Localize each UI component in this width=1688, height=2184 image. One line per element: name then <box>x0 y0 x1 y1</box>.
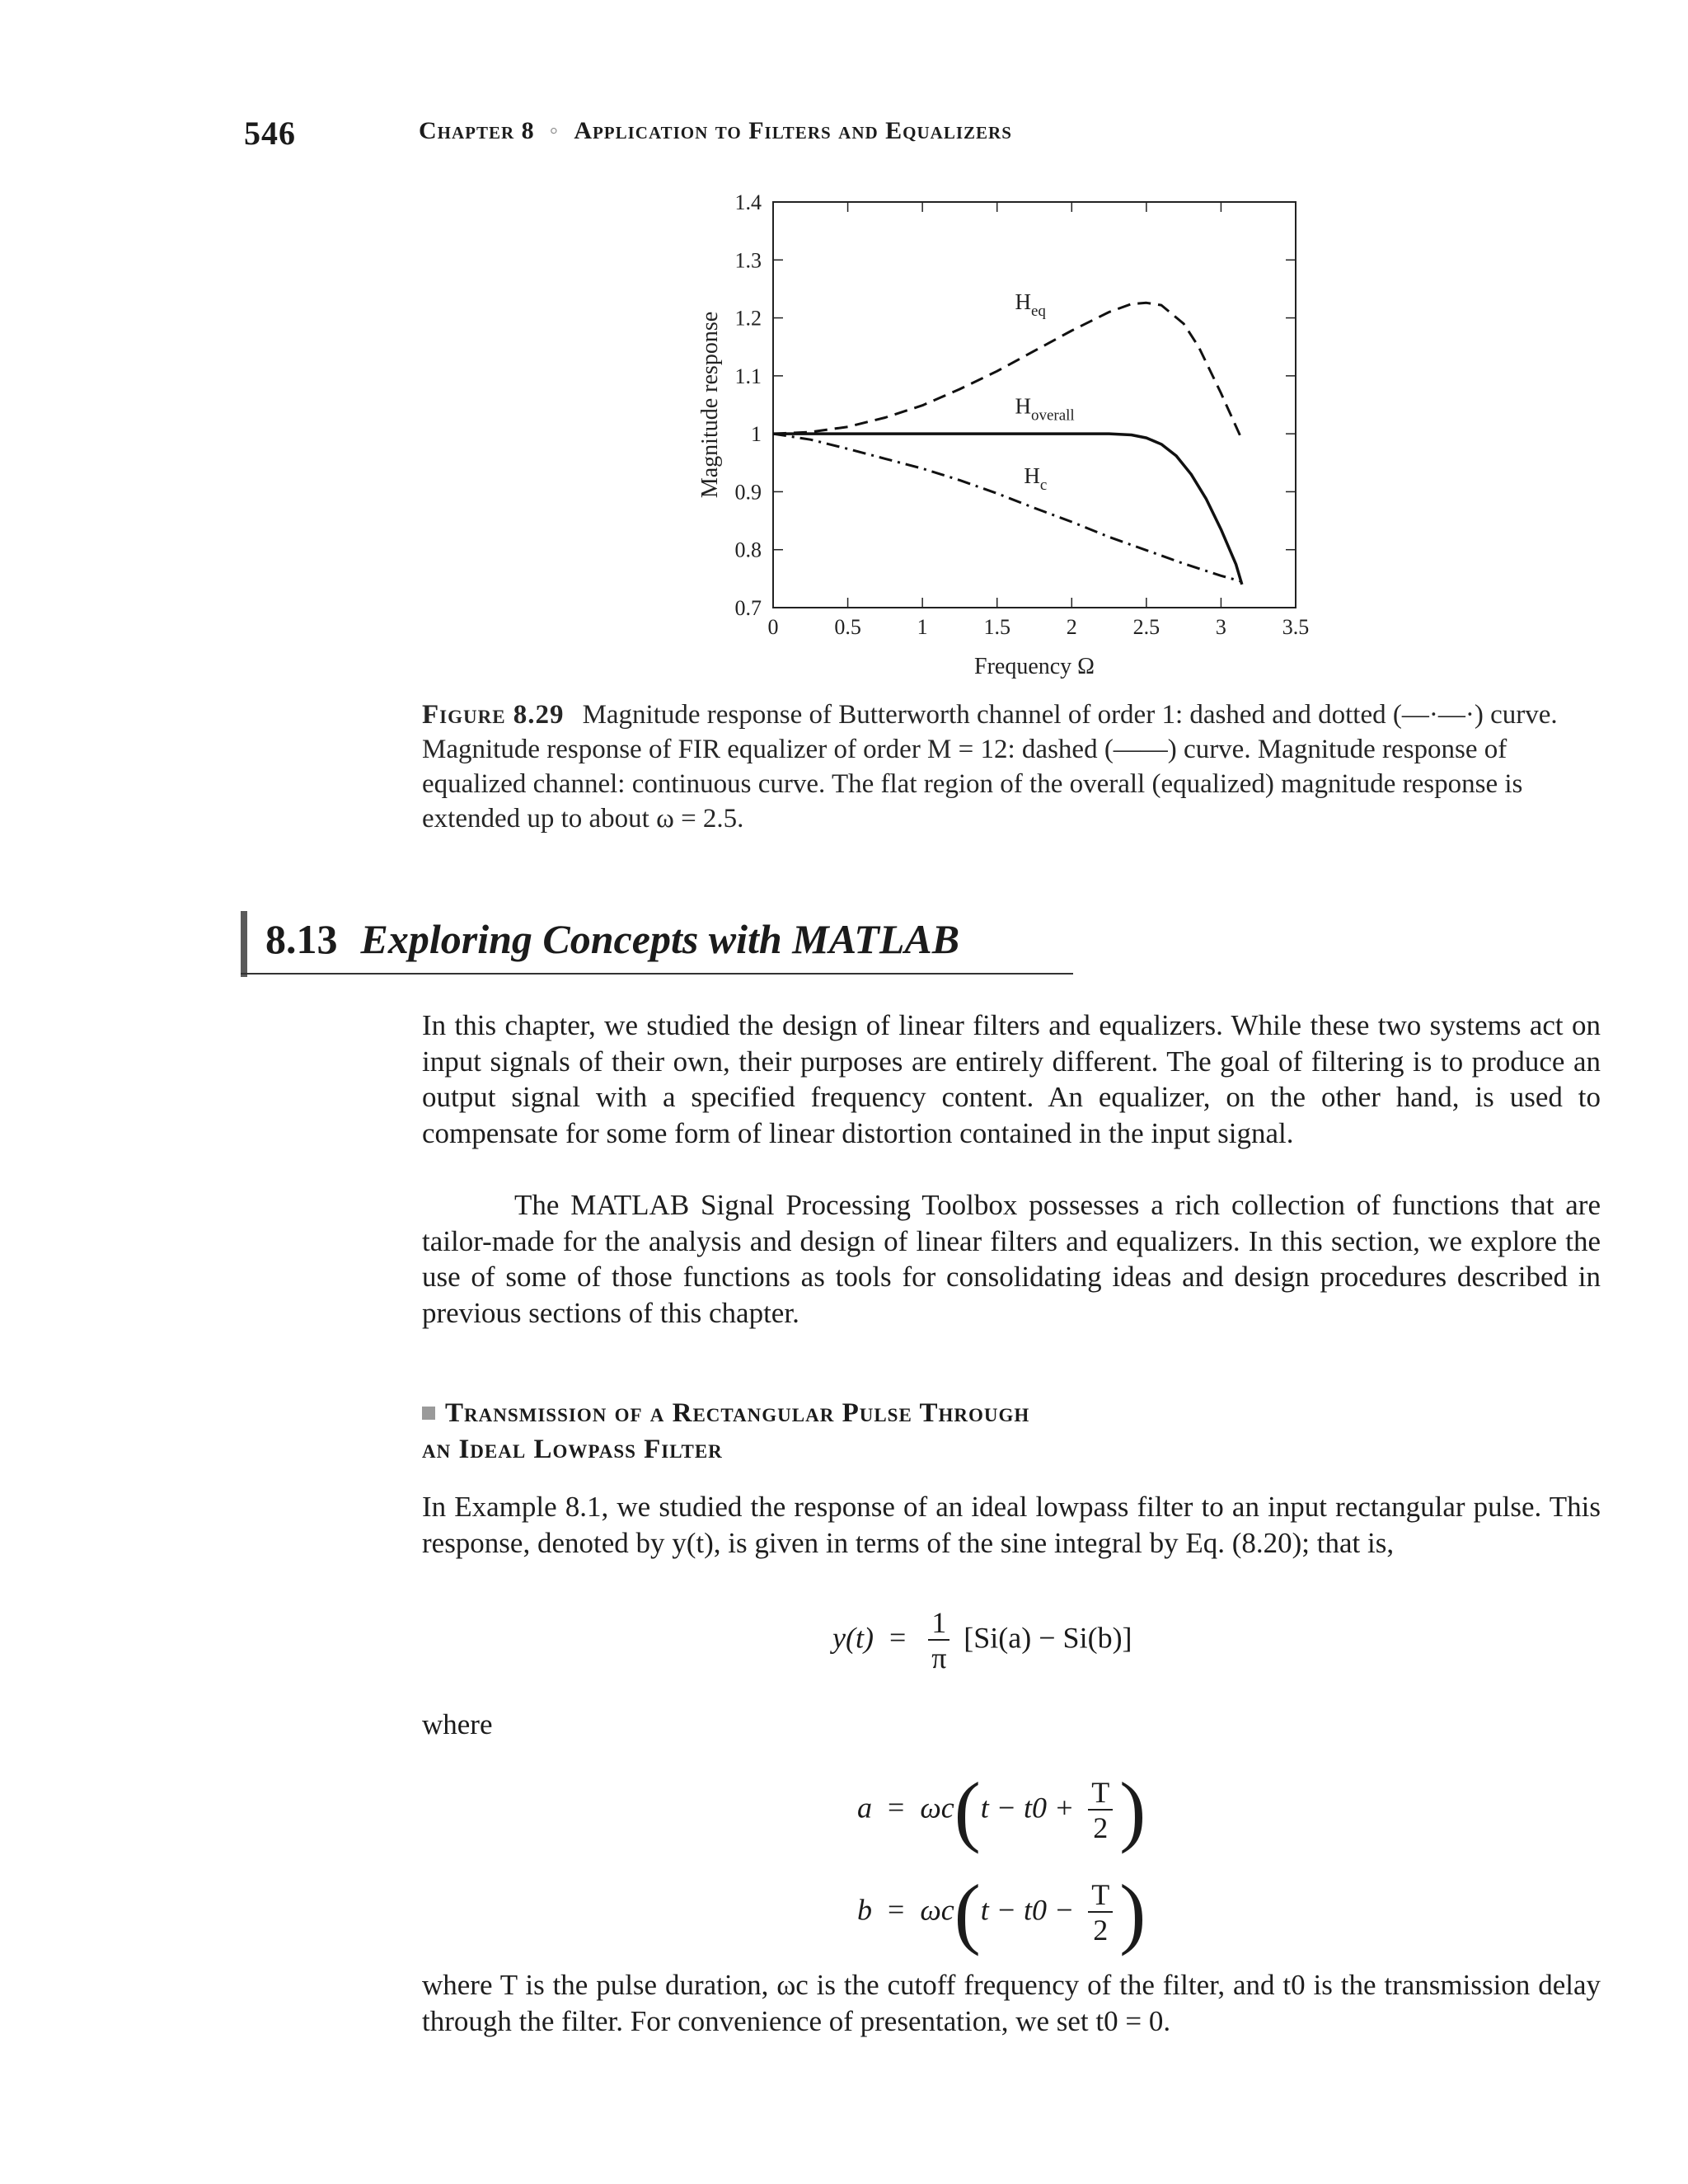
series-label-hc: $H_c$ <box>1024 463 1048 494</box>
y-axis-label: Magnitude response <box>697 311 723 499</box>
eq2-lhs: a <box>857 1791 872 1825</box>
x-tick-label: 0.5 <box>834 615 861 639</box>
eq3-denominator: 2 <box>1093 1914 1109 1947</box>
x-tick-label: 0 <box>767 615 779 639</box>
series-label-hoverall: $H_{overall}$ <box>1015 393 1075 425</box>
eq1-lhs: y(t) <box>832 1621 874 1655</box>
x-tick-label: 1 <box>917 615 928 639</box>
figure-caption-text: Magnitude response of Butterworth channel of order 1: dashed and dotted (—·—·) curve. Magnitude response of FIR equalizer of order M = 12: dashed (——) curve. Magnitude response of equalized channel: continuous curve. The flat region of the overall (equalized) magnitude response is extended up to about ω = 2.5. <box>422 700 1558 834</box>
paragraph-toolbox: The MATLAB Signal Processing Toolbox possesses a rich collection of functions that are tailor-made for the analysis and design of linear filters and equalizers. In this section, we explore the use of some of those functions as tools for consolidating ideas and design procedures described in previous sections of this chapter. <box>422 1189 1601 1329</box>
paragraph-intro: In this chapter, we studied the design of linear filters and equalizers. While these two systems act on input signals of their own, their purposes are entirely different. The goal of filtering is to produce an output signal with a specified frequency content. An equalizer, on the other hand, is used to compensate for some form of linear distortion contained in the input signal. <box>422 1009 1601 1149</box>
eq3-omega: ωc <box>920 1893 954 1927</box>
subsection-heading <box>422 1395 1029 1468</box>
header-separator: ◦ <box>549 117 560 144</box>
eq3-fraction <box>1088 1878 1113 1947</box>
section-rule <box>241 973 1073 975</box>
eq2-fraction <box>1088 1776 1113 1845</box>
eq2-body: t − t0 + <box>980 1791 1075 1825</box>
y-tick-label: 1.2 <box>734 306 762 331</box>
figure-caption <box>422 697 1592 836</box>
y-tick-label: 1.4 <box>734 190 762 214</box>
y-tick-label: 1.1 <box>734 364 762 388</box>
eq1-denominator: π <box>931 1642 947 1674</box>
equation-y-of-t: y(t) = $\frac{1}{\pi}$ [Si(a) − Si(b)] <box>832 1606 1132 1674</box>
section-marker-bar <box>241 911 247 977</box>
eq1-numerator: 1 <box>928 1606 950 1641</box>
x-tick-label: 3.5 <box>1282 615 1310 639</box>
page-number: 546 <box>244 115 296 152</box>
equation-b: b = ωc(t − t0 − $\frac{T}{2}$ ) <box>857 1868 1146 1956</box>
y-tick-label: 1 <box>751 422 762 447</box>
magnitude-response-chart <box>676 186 1335 697</box>
series-line-hc <box>773 434 1242 581</box>
eq1-fraction <box>928 1606 950 1675</box>
subsection-line-2: an Ideal Lowpass Filter <box>422 1435 723 1464</box>
chapter-label: Chapter 8 <box>419 117 535 144</box>
series-label-heq: $H_{eq}$ <box>1015 289 1046 321</box>
y-tick-label: 1.3 <box>734 248 762 273</box>
chapter-title: Application to Filters and Equalizers <box>574 117 1012 144</box>
figure-label: Figure 8.29 <box>422 700 565 730</box>
eq3-numerator: T <box>1088 1878 1113 1913</box>
where-label-1: where <box>422 1708 493 1740</box>
subsection-line-1: Transmission of a Rectangular Pulse Through <box>445 1398 1030 1428</box>
x-tick-label: 1.5 <box>983 615 1010 639</box>
paragraph-example: In Example 8.1, we studied the response of an ideal lowpass filter to an input rectangular pulse. This response, denoted by y(t), is given in terms of the sine integral by Eq. (8.20); that is, <box>422 1491 1601 1559</box>
eq2-numerator: T <box>1088 1776 1113 1811</box>
equation-a: a = ωc(t − t0 + $\frac{T}{2}$ ) <box>857 1766 1146 1854</box>
section-number: 8.13 <box>265 916 338 962</box>
eq1-rhs: [Si(a) − Si(b)] <box>964 1621 1132 1655</box>
y-tick-label: 0.7 <box>734 596 762 620</box>
series-line-heq <box>773 303 1242 439</box>
section-heading <box>265 915 959 963</box>
x-tick-label: 3 <box>1215 615 1226 639</box>
series-line-hoverall <box>773 434 1242 585</box>
section-title: Exploring Concepts with MATLAB <box>360 916 960 962</box>
running-head <box>419 117 1012 145</box>
eq3-body: t − t0 − <box>980 1893 1075 1927</box>
eq2-denominator: 2 <box>1093 1811 1109 1844</box>
x-tick-label: 2 <box>1066 615 1077 639</box>
y-tick-label: 0.8 <box>734 538 762 562</box>
plot-frame <box>773 202 1296 608</box>
x-axis-label: Frequency Ω <box>974 654 1095 679</box>
subsection-bullet-icon <box>422 1407 435 1420</box>
eq2-omega: ωc <box>920 1791 954 1825</box>
x-tick-label: 2.5 <box>1132 615 1160 639</box>
paragraph-definitions: where T is the pulse duration, ωc is the cutoff frequency of the filter, and t0 is the transmission delay through the filter. For convenience of presentation, we set t0 = 0. <box>422 1969 1601 2037</box>
y-tick-label: 0.9 <box>734 480 762 505</box>
eq3-lhs: b <box>857 1893 872 1927</box>
